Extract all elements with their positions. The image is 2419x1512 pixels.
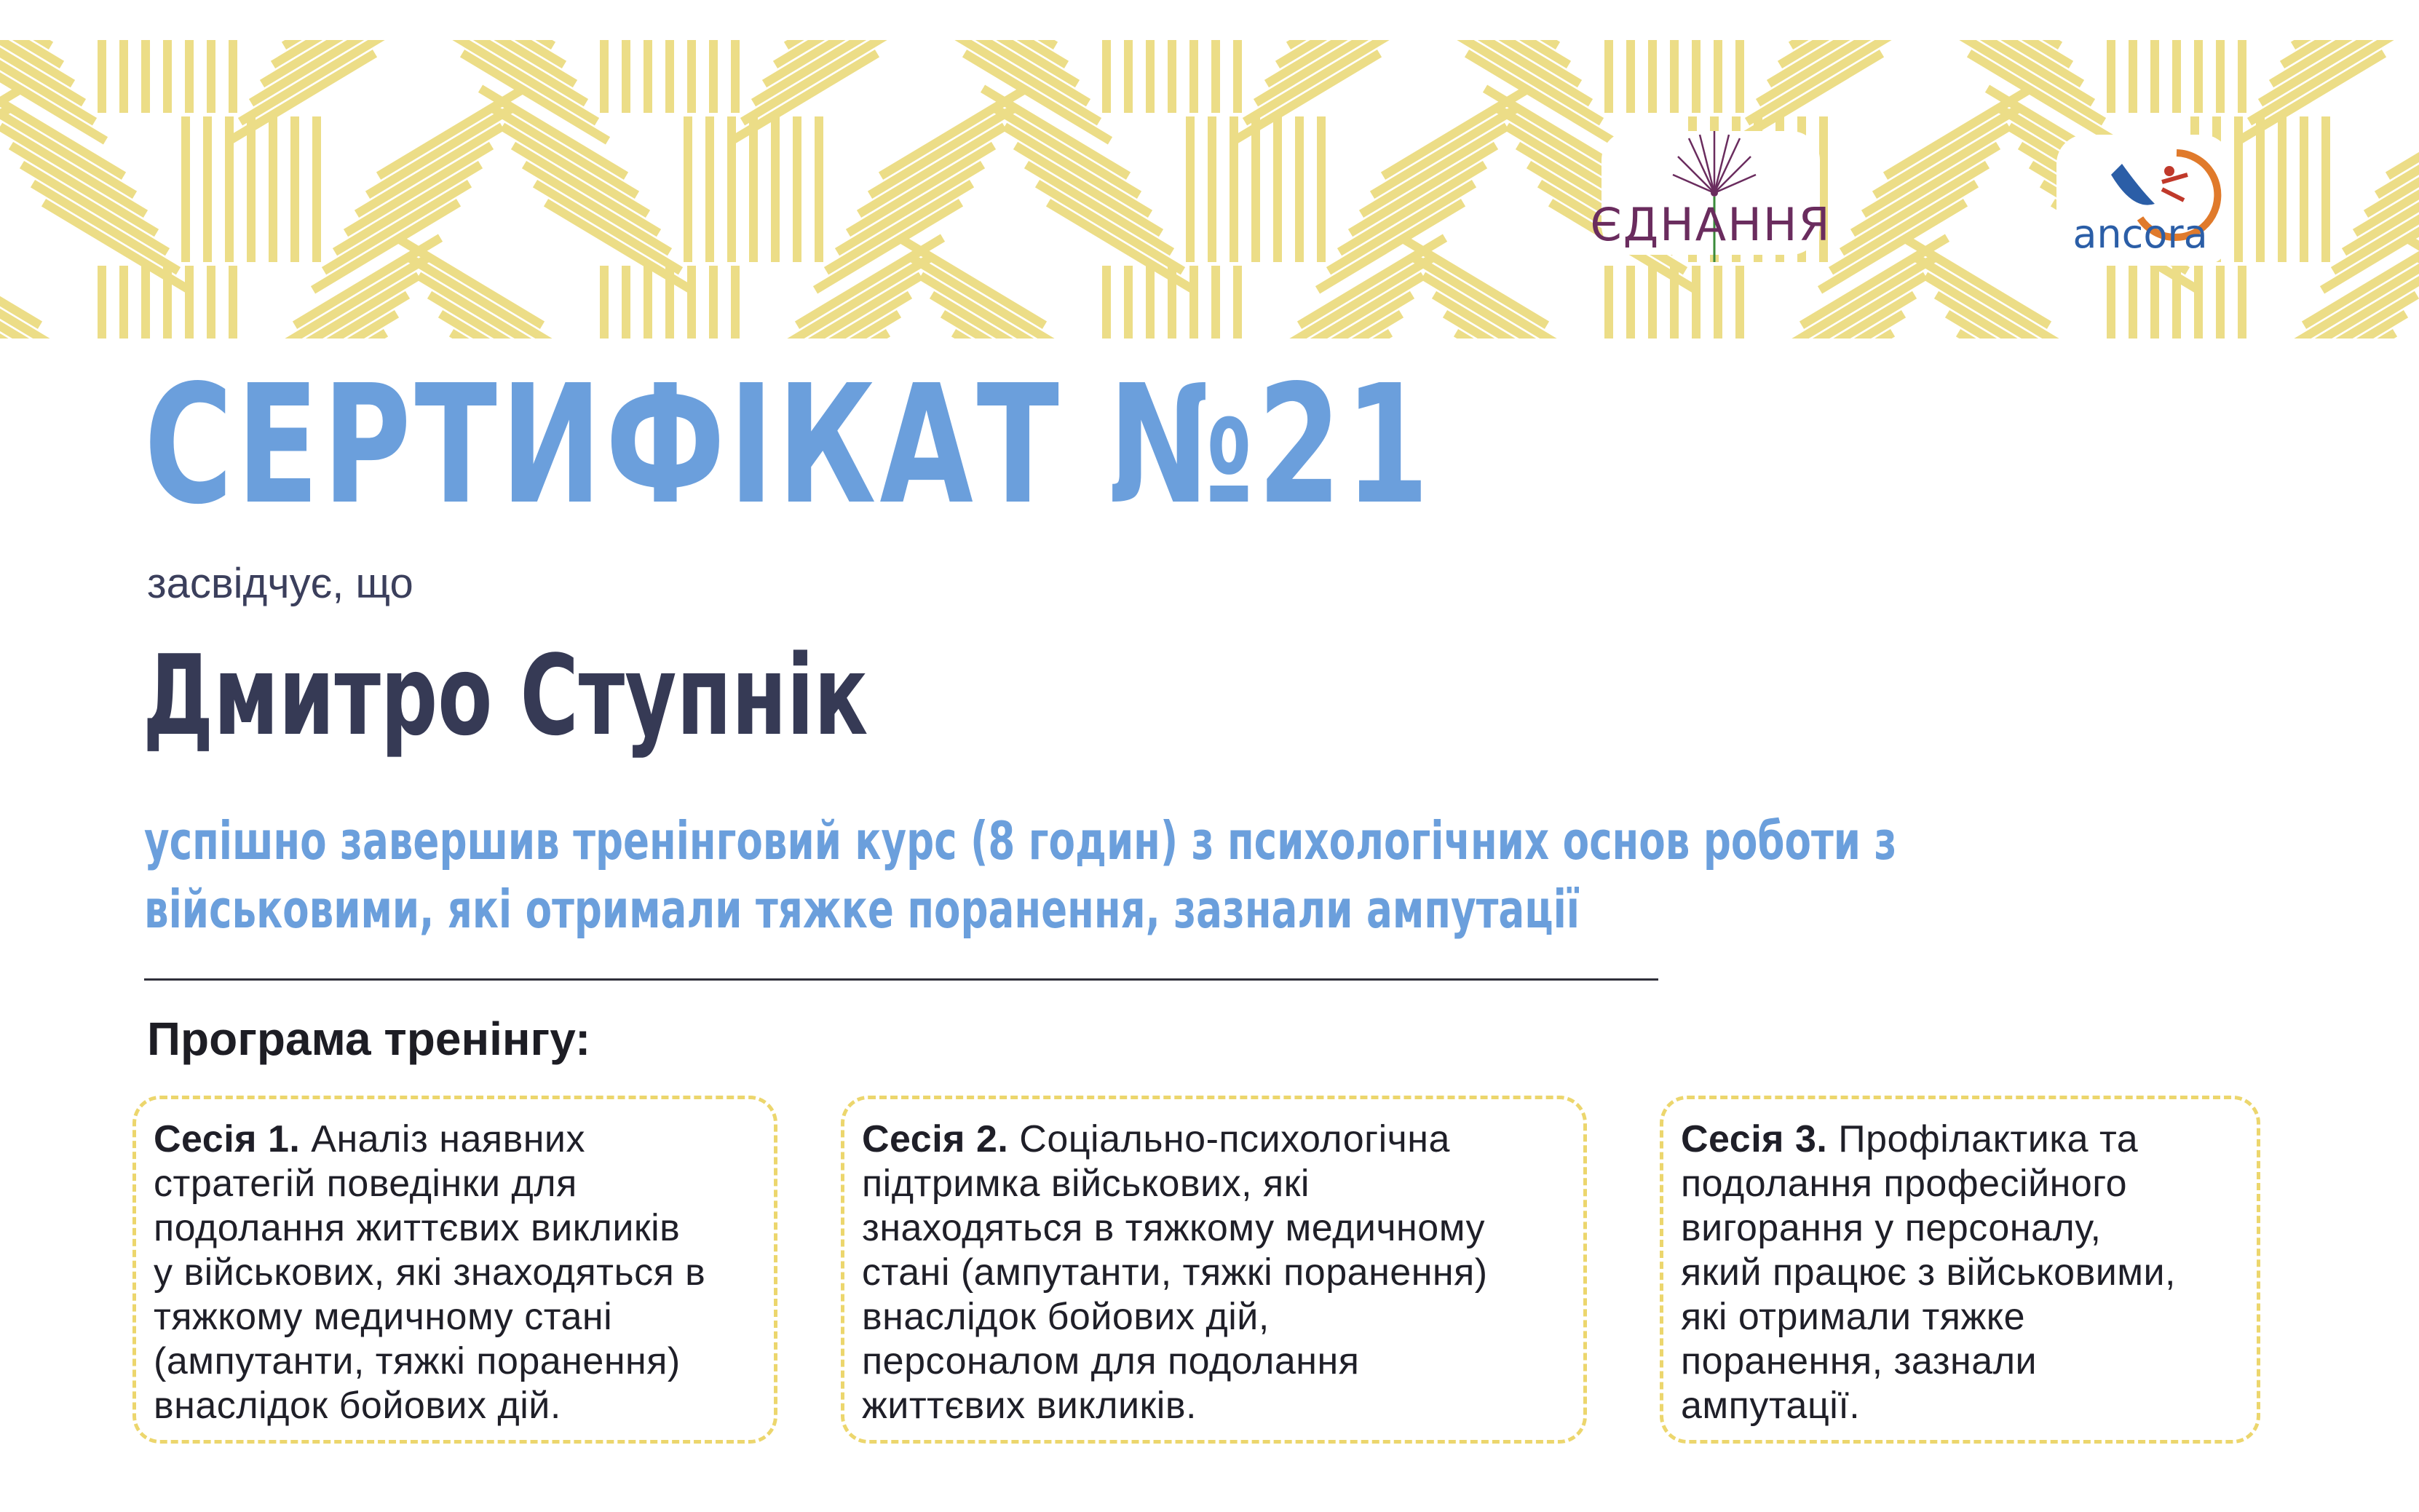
banner-stripe-260 bbox=[368, 108, 513, 195]
completion-statement bbox=[144, 807, 1896, 943]
banner-stripe-306 bbox=[1329, 183, 1474, 271]
session-line: стратегій поведінки для bbox=[154, 1163, 577, 1205]
ancora-logo bbox=[2053, 131, 2235, 269]
banner-stripe-288 bbox=[994, 108, 1139, 195]
banner-stripe-261 bbox=[357, 127, 502, 214]
session-line: стані (ампутанти, тяжкі поранення) bbox=[862, 1251, 1488, 1294]
banner-stripe-364 bbox=[0, 238, 40, 325]
banner-stripe-326 bbox=[1842, 165, 1987, 252]
banner-stripe-292 bbox=[1037, 183, 1183, 271]
session-label: Сесія 2. bbox=[862, 1118, 1009, 1160]
ednannia-logo bbox=[1587, 116, 1834, 269]
divider-line bbox=[144, 978, 1658, 981]
banner-stripe-304 bbox=[1350, 146, 1496, 233]
session-text: Профілактика та bbox=[1838, 1118, 2139, 1160]
banner-stripe-289 bbox=[1005, 127, 1150, 214]
banner-stripe-270 bbox=[524, 165, 670, 252]
banner-stripe-282 bbox=[859, 127, 1005, 214]
banner-stripe-303 bbox=[1361, 127, 1507, 214]
banner-stripe-285 bbox=[826, 183, 972, 271]
session-line: (ампутанти, тяжкі поранення) bbox=[154, 1340, 681, 1382]
banner-stripe-302 bbox=[1372, 108, 1518, 195]
banner-stripe-269 bbox=[513, 146, 659, 233]
session-label: Сесія 3. bbox=[1681, 1118, 1828, 1160]
banner-stripe-249 bbox=[22, 165, 167, 252]
banner-stripe-385 bbox=[397, 238, 542, 325]
session-line bbox=[1681, 1117, 2239, 1162]
session-line: ампутації. bbox=[1681, 1385, 1861, 1427]
banner-stripe-290 bbox=[1015, 146, 1161, 233]
session-card-1 bbox=[132, 1096, 777, 1444]
session-line: персоналом для подолання bbox=[862, 1340, 1360, 1382]
banner-stripe-264 bbox=[324, 183, 470, 271]
certifies-text: засвідчує, що bbox=[147, 560, 413, 607]
banner-stripe-284 bbox=[837, 165, 983, 252]
banner-stripe-305 bbox=[1339, 165, 1485, 252]
ednannia-wordmark: ЄДНАННЯ bbox=[1590, 198, 1832, 251]
session-line: тяжкому медичному стані bbox=[154, 1296, 613, 1338]
session-line: вигорання у персоналу, bbox=[1681, 1207, 2102, 1249]
banner-stripe-263 bbox=[335, 165, 480, 252]
banner-stripe-327 bbox=[1831, 183, 1976, 271]
session-line: життєвих викликів. bbox=[862, 1385, 1197, 1427]
session-line: внаслідок бойових дій, bbox=[862, 1296, 1270, 1338]
banner-stripe-283 bbox=[848, 146, 994, 233]
session-label: Сесія 1. bbox=[154, 1118, 301, 1160]
recipient-name: Дмитро Ступнік bbox=[143, 631, 868, 760]
completion-line-1: успішно завершив тренінговий курс (8 годин) з психологічних основ роботи з bbox=[144, 810, 1897, 871]
banner-stripe-271 bbox=[535, 183, 681, 271]
banner-stripe-325 bbox=[1853, 146, 1998, 233]
session-line bbox=[862, 1117, 1566, 1162]
banner-stripe-267 bbox=[491, 108, 637, 195]
banner-stripe-268 bbox=[502, 127, 648, 214]
session-text: Соціально-психологічна bbox=[1019, 1118, 1450, 1160]
certificate-title: СЕРТИФІКАТ №21 bbox=[144, 350, 1433, 541]
banner-stripe-343 bbox=[2388, 89, 2419, 176]
session-line: які отримали тяжке bbox=[1681, 1296, 2025, 1338]
program-title: Програма тренінгу: bbox=[147, 1013, 591, 1065]
banner-stripe-248 bbox=[11, 146, 157, 233]
session-line: подолання професійного bbox=[1681, 1163, 2128, 1205]
session-line: подолання життєвих викликів bbox=[154, 1207, 681, 1249]
session-line: підтримка військових, які bbox=[862, 1163, 1310, 1205]
session-line: який працює з військовими, bbox=[1681, 1251, 2176, 1294]
banner-stripe-250 bbox=[33, 183, 178, 271]
session-line: поранення, зазнали bbox=[1681, 1340, 2038, 1382]
banner-stripe-448 bbox=[1904, 238, 2049, 325]
session-card-2 bbox=[841, 1096, 1587, 1444]
session-line: знаходяться в тяжкому медичному bbox=[862, 1207, 1486, 1249]
banner-stripe-427 bbox=[1401, 238, 1547, 325]
banner-stripe-323 bbox=[1874, 108, 2020, 195]
session-text: Аналіз наявних bbox=[311, 1118, 585, 1160]
session-card-3 bbox=[1660, 1096, 2260, 1444]
banner-stripe-247 bbox=[0, 127, 146, 214]
banner-stripe-291 bbox=[1026, 165, 1172, 252]
completion-line-2: військовими, які отримали тяжке поранення, зазнали ампутації bbox=[144, 879, 1580, 940]
banner-stripe-406 bbox=[899, 238, 1045, 325]
session-line bbox=[154, 1117, 756, 1162]
banner-stripe-262 bbox=[346, 146, 491, 233]
banner-stripe-281 bbox=[870, 108, 1015, 195]
banner-stripe-324 bbox=[1864, 127, 2009, 214]
ancora-wordmark: ancora bbox=[2072, 211, 2208, 257]
session-line: у військових, які знаходяться в bbox=[154, 1251, 706, 1294]
session-line: внаслідок бойових дій. bbox=[154, 1385, 561, 1427]
